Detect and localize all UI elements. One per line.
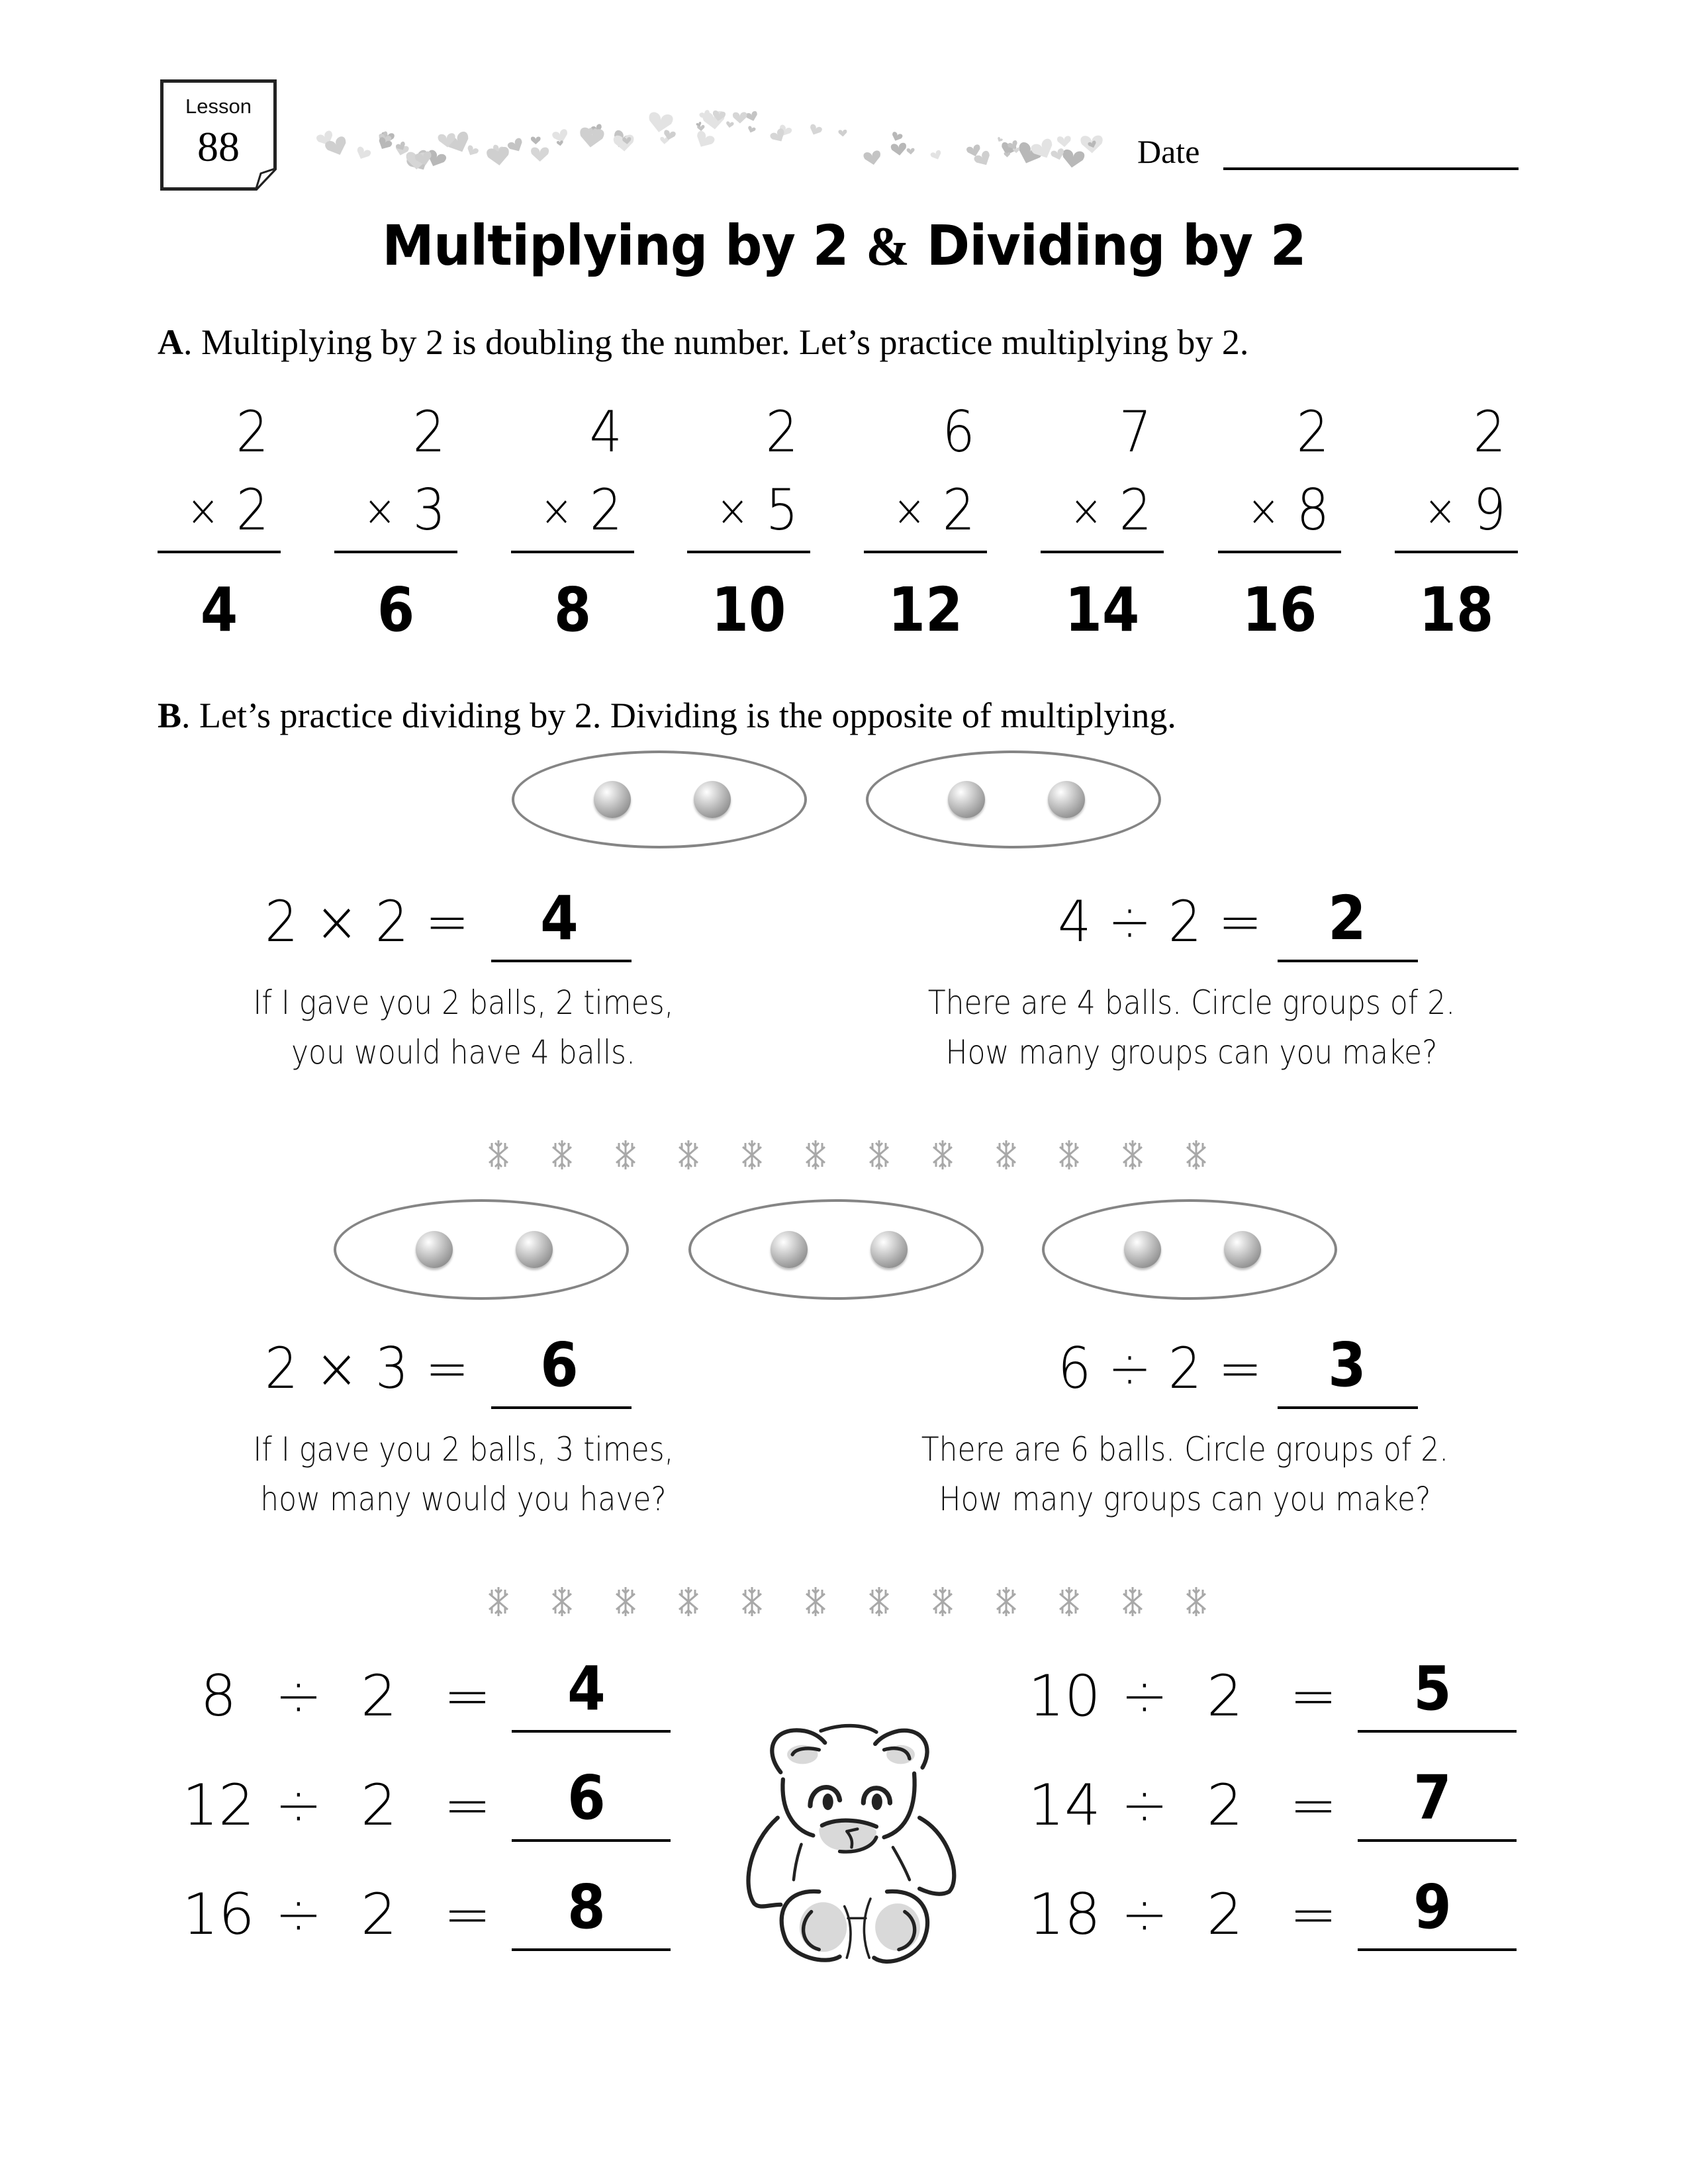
sum-line	[1041, 551, 1164, 553]
heart-icon	[693, 130, 716, 151]
ball-group-oval	[512, 751, 807, 848]
times-sign: ×	[716, 485, 749, 536]
sum-line	[687, 551, 810, 553]
divide-sign: ÷	[1121, 1663, 1169, 1729]
multiplication-problem	[687, 397, 810, 649]
sum-line	[1395, 551, 1518, 553]
product-answer[interactable]: 16	[1242, 574, 1317, 645]
answer-line	[512, 1839, 671, 1842]
snowflake-icon	[1121, 1584, 1145, 1619]
heart-icon	[531, 148, 549, 162]
division-problem	[1021, 1762, 1538, 1856]
division-problem	[1021, 1872, 1538, 1966]
snowflake-icon	[867, 1138, 891, 1172]
multiplier-row	[1246, 477, 1329, 543]
multiplier-row	[363, 477, 445, 543]
snowflake-icon	[804, 1138, 827, 1172]
heart-icon	[733, 112, 747, 123]
sum-line	[334, 551, 457, 553]
ball-icon	[516, 1231, 553, 1268]
hearts-decoration	[311, 99, 1105, 172]
example-2-divide-equation: 6 ÷ 2 =	[1058, 1336, 1262, 1402]
product-answer[interactable]: 10	[711, 574, 786, 645]
ball-icon	[948, 781, 985, 818]
dividend: 14	[1028, 1772, 1101, 1839]
multiplier-row	[716, 477, 798, 543]
divide-sign: ÷	[1121, 1882, 1169, 1948]
caption-line: There are 4 balls. Circle groups of 2.	[927, 983, 1456, 1022]
product-answer[interactable]: 18	[1419, 574, 1494, 645]
quotient-answer[interactable]: 9	[1413, 1872, 1452, 1942]
divisor: 2	[361, 1772, 397, 1839]
heart-icon	[354, 146, 371, 161]
ball-icon	[1224, 1231, 1261, 1268]
title-part-2: Dividing by 2	[926, 213, 1306, 278]
divisor: 2	[1207, 1882, 1243, 1948]
snowflake-divider-2	[487, 1582, 1208, 1621]
times-sign: ×	[186, 485, 220, 536]
snowflake-icon	[1057, 1584, 1081, 1619]
example-2-divide-answer-line	[1278, 1406, 1418, 1409]
snowflake-icon	[1184, 1584, 1208, 1619]
heart-icon	[838, 130, 847, 137]
snowflake-icon	[677, 1138, 700, 1172]
caption-line: you would have 4 balls.	[291, 1033, 635, 1071]
page-title	[51, 213, 1638, 279]
snowflake-icon	[804, 1584, 827, 1619]
times-sign: ×	[539, 485, 573, 536]
multiplication-problem	[334, 397, 457, 649]
dividend: 8	[200, 1663, 237, 1729]
product-answer[interactable]: 8	[553, 574, 592, 645]
multiplicand: 2	[236, 399, 269, 465]
multiplicand: 2	[412, 399, 445, 465]
multiplier-row	[186, 477, 269, 543]
example-1-multiply-answer[interactable]: 4	[540, 883, 579, 954]
product-answer[interactable]: 12	[888, 574, 963, 645]
answer-line	[512, 1948, 671, 1951]
snowflake-icon	[1121, 1138, 1145, 1172]
example-2-multiply-answer-line	[491, 1406, 632, 1409]
teddy-bear-icon	[722, 1681, 970, 1972]
snowflake-icon	[740, 1584, 764, 1619]
divisor: 2	[1207, 1663, 1243, 1729]
quotient-answer[interactable]: 5	[1413, 1653, 1452, 1724]
quotient-answer[interactable]: 6	[567, 1762, 606, 1833]
multiplicand: 6	[942, 399, 975, 465]
divisor: 2	[1207, 1772, 1243, 1839]
heart-icon	[745, 111, 759, 122]
heart-icon	[930, 150, 943, 161]
multiplication-problem	[864, 397, 987, 649]
times-sign: ×	[892, 485, 926, 536]
multiplier: 2	[589, 477, 622, 543]
answer-line	[1358, 1839, 1517, 1842]
heart-icon	[726, 121, 734, 128]
title-ampersand: &	[866, 216, 910, 277]
heart-icon	[1061, 149, 1085, 169]
multiplier-row	[1069, 477, 1152, 543]
multiplier: 2	[942, 477, 975, 543]
divide-sign: ÷	[275, 1772, 323, 1839]
example-2-multiply-answer[interactable]: 6	[540, 1330, 579, 1400]
snowflake-divider-1	[487, 1135, 1208, 1175]
sum-line	[158, 551, 281, 553]
answer-line	[1358, 1948, 1517, 1951]
equals-sign: =	[444, 1663, 492, 1729]
snowflake-icon	[550, 1138, 574, 1172]
heart-icon	[647, 111, 673, 134]
division-problem	[1021, 1653, 1538, 1747]
multiplier: 3	[412, 477, 445, 543]
snowflake-icon	[550, 1584, 574, 1619]
dividend: 10	[1028, 1663, 1101, 1729]
section-b-letter: B	[158, 696, 182, 735]
equals-sign: =	[1289, 1663, 1338, 1729]
example-1-divide-caption	[917, 978, 1465, 1077]
multiplicand: 4	[589, 399, 622, 465]
lesson-number: 88	[197, 123, 240, 170]
caption-line: how many would you have?	[260, 1480, 667, 1518]
heart-icon	[465, 144, 479, 158]
product-answer[interactable]: 6	[377, 574, 415, 645]
sum-line	[864, 551, 987, 553]
quotient-answer[interactable]: 7	[1413, 1762, 1452, 1833]
example-2-multiply-caption	[230, 1425, 696, 1524]
division-problem	[175, 1762, 692, 1856]
example-1-multiply-equation: 2 × 2 =	[265, 889, 469, 955]
answer-line	[1358, 1730, 1517, 1733]
ball-group-oval	[334, 1199, 629, 1300]
times-sign: ×	[363, 485, 397, 536]
heart-icon	[907, 148, 915, 155]
title-part-1: Multiplying by 2	[382, 213, 849, 278]
snowflake-icon	[867, 1584, 891, 1619]
example-2-divide-caption	[911, 1425, 1458, 1524]
multiplication-problem	[511, 397, 634, 649]
multiplicand: 2	[1473, 399, 1506, 465]
multiplier: 8	[1296, 477, 1329, 543]
multiplication-problem	[1395, 397, 1518, 649]
divide-sign: ÷	[275, 1882, 323, 1948]
snowflake-icon	[1184, 1138, 1208, 1172]
heart-icon	[747, 126, 756, 134]
snowflake-icon	[1057, 1138, 1081, 1172]
ball-group-oval	[688, 1199, 984, 1300]
caption-line: How many groups can you make?	[945, 1033, 1438, 1071]
divisor: 2	[361, 1882, 397, 1948]
times-sign: ×	[1069, 485, 1103, 536]
section-b-instructions	[158, 695, 1176, 736]
example-1-divide-answer-line	[1278, 960, 1418, 962]
snowflake-icon	[614, 1138, 637, 1172]
times-sign: ×	[1423, 485, 1457, 536]
answer-line	[512, 1730, 671, 1733]
ball-icon	[594, 781, 631, 818]
heart-icon	[808, 124, 823, 138]
sum-line	[511, 551, 634, 553]
section-a-text: . Multiplying by 2 is doubling the number. Let’s practice multiplying by 2.	[183, 322, 1249, 362]
divide-sign: ÷	[1121, 1772, 1169, 1839]
multiplier-row	[892, 477, 975, 543]
dividend: 18	[1028, 1882, 1101, 1948]
ball-icon	[694, 781, 731, 818]
example-1-multiply-answer-line	[491, 960, 632, 962]
product-answer[interactable]: 4	[200, 574, 238, 645]
multiplier: 2	[236, 477, 269, 543]
caption-line: If I gave you 2 balls, 2 times,	[253, 983, 674, 1022]
example-2-divide-answer[interactable]: 3	[1328, 1330, 1366, 1400]
multiplicand: 7	[1119, 399, 1152, 465]
lesson-label: Lesson	[185, 95, 252, 118]
quotient-answer[interactable]: 8	[567, 1872, 606, 1942]
quotient-answer[interactable]: 4	[567, 1653, 606, 1724]
snowflake-icon	[677, 1584, 700, 1619]
multiplicand: 2	[1296, 399, 1329, 465]
heart-icon	[531, 136, 541, 144]
multiplier-row	[1423, 477, 1506, 543]
division-problem	[175, 1872, 692, 1966]
dividend: 12	[182, 1772, 255, 1839]
ball-icon	[1124, 1231, 1161, 1268]
ball-icon	[416, 1231, 453, 1268]
snowflake-icon	[994, 1138, 1018, 1172]
heart-icon	[506, 137, 526, 155]
heart-icon	[890, 142, 907, 156]
snowflake-icon	[487, 1138, 510, 1172]
divide-sign: ÷	[275, 1663, 323, 1729]
caption-line: There are 6 balls. Circle groups of 2.	[921, 1430, 1449, 1469]
snowflake-icon	[931, 1584, 955, 1619]
multiplier: 2	[1119, 477, 1152, 543]
page-curl-icon	[256, 168, 277, 191]
ball-icon	[870, 1231, 908, 1268]
multiplier-row	[539, 477, 622, 543]
product-answer[interactable]: 14	[1064, 574, 1140, 645]
lesson-badge	[160, 79, 277, 191]
example-1-multiply-caption	[230, 978, 696, 1077]
multiplier: 5	[765, 477, 798, 543]
division-problem	[175, 1653, 692, 1747]
equals-sign: =	[444, 1772, 492, 1839]
equals-sign: =	[444, 1882, 492, 1948]
example-2-multiply-equation: 2 × 3 =	[265, 1336, 469, 1402]
sum-line	[1218, 551, 1341, 553]
date-field[interactable]	[1223, 167, 1519, 170]
ball-group-oval	[866, 751, 1161, 848]
multiplier: 9	[1473, 477, 1506, 543]
ball-icon	[771, 1231, 808, 1268]
snowflake-icon	[994, 1584, 1018, 1619]
multiplicand: 2	[765, 399, 798, 465]
example-1-divide-answer[interactable]: 2	[1328, 883, 1366, 954]
heart-icon	[1057, 136, 1072, 148]
section-a-letter: A	[158, 322, 183, 362]
times-sign: ×	[1246, 485, 1280, 536]
snowflake-icon	[487, 1584, 510, 1619]
multiplication-problem	[1218, 397, 1341, 649]
date-label: Date	[1137, 133, 1200, 170]
equals-sign: =	[1289, 1772, 1338, 1839]
ball-icon	[1048, 781, 1085, 818]
heart-icon	[890, 131, 903, 142]
heart-icon	[557, 140, 564, 146]
ball-group-oval	[1042, 1199, 1337, 1300]
section-a-instructions	[158, 322, 1248, 363]
snowflake-icon	[614, 1584, 637, 1619]
section-b-text: . Let’s practice dividing by 2. Dividing is the opposite of multiplying.	[181, 696, 1176, 735]
example-1-divide-equation: 4 ÷ 2 =	[1058, 889, 1262, 955]
heart-icon	[697, 125, 705, 132]
multiplication-problem	[1041, 397, 1164, 649]
equals-sign: =	[1289, 1882, 1338, 1948]
heart-icon	[996, 136, 1003, 143]
dividend: 16	[182, 1882, 255, 1948]
caption-line: How many groups can you make?	[939, 1480, 1431, 1518]
multiplication-problem	[158, 397, 281, 649]
snowflake-icon	[931, 1138, 955, 1172]
caption-line: If I gave you 2 balls, 3 times,	[253, 1430, 674, 1469]
divisor: 2	[361, 1663, 397, 1729]
heart-icon	[863, 150, 882, 166]
snowflake-icon	[740, 1138, 764, 1172]
